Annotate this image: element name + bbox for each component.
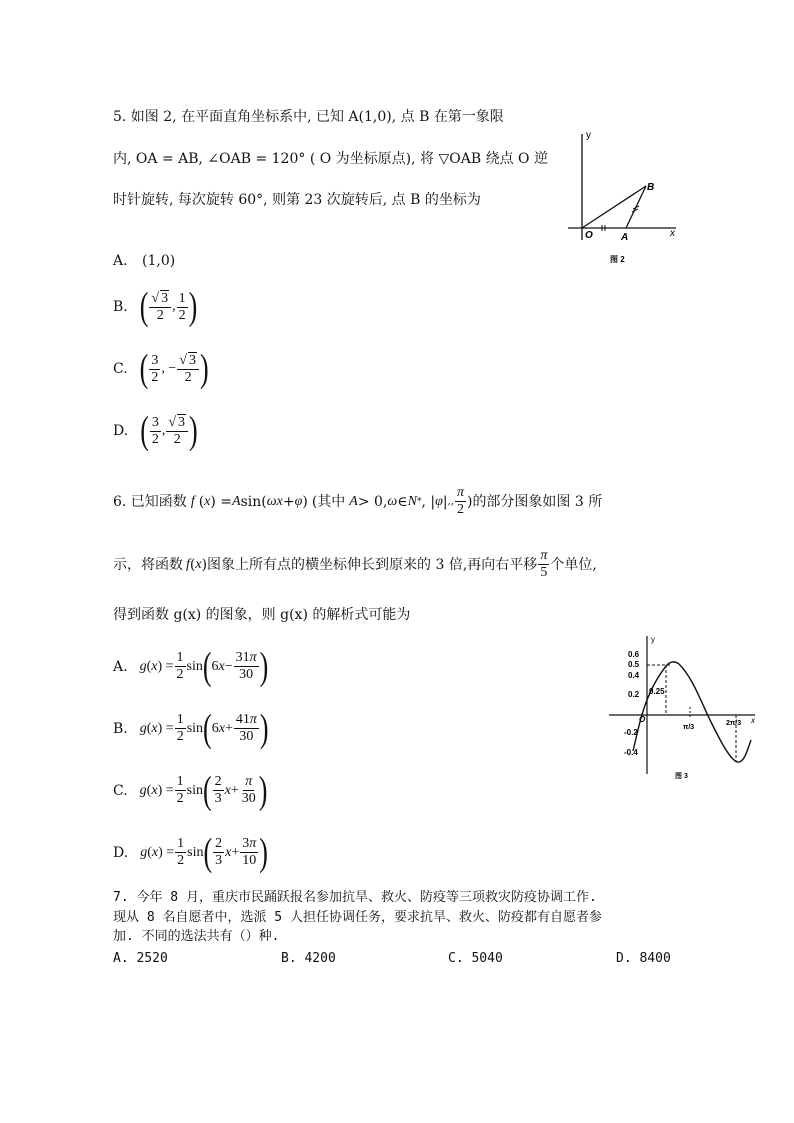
- q6-option-d-label: D.: [113, 844, 129, 861]
- q5-option-b: [113, 284, 198, 328]
- q5-line-1: 5. 如图 2, 在平面直角坐标系中, 已知 A(1,0), 点 B 在第一象限: [113, 109, 504, 125]
- q6-option-a-expr: g ( x ) = $\frac{1}{2}$ sin ( 6 x − $\frac{31\pi}{30}$ ): [139, 644, 269, 688]
- fig3-sine-curve: [633, 662, 751, 762]
- q5-line-2: 内, OA = AB, ∠OAB = 120° ( O 为坐标原点), 将 ▽OAB 绕点 O 逆: [113, 151, 548, 167]
- q5-option-c: [113, 346, 209, 390]
- q6-option-c: [113, 768, 268, 812]
- q6-line-1-b: (其中: [311, 493, 346, 510]
- q5-option-d: [113, 408, 198, 452]
- fig3-tick-04: 0.4: [628, 671, 640, 680]
- fig3-tick-neg04: -0.4: [624, 748, 638, 757]
- q6-option-b: [113, 706, 269, 750]
- q6-line-1-c: 的部分图象如图 3 所: [472, 493, 603, 510]
- q6-option-c-label: C.: [113, 782, 128, 799]
- q6-function-def: f: [190, 493, 195, 509]
- q5-option-a-label: A.: [113, 253, 128, 269]
- fig3-tick-05: 0.5: [628, 660, 640, 669]
- fig3-tick-neg02: -0.2: [624, 728, 638, 737]
- q5-option-b-label: B.: [113, 299, 128, 315]
- fig3-tick-025: 0.25: [649, 687, 665, 696]
- q7-option-a: A. 2520: [113, 951, 168, 966]
- q6-option-a: [113, 644, 269, 688]
- q6-line-2-b: 图象上所有点的横坐标伸长到原来的 3 倍,再向右平移: [207, 556, 538, 573]
- q5-option-b-expr: ( $\frac{√ 3}{2}$ , $\frac{1}{2}$ ): [139, 284, 198, 328]
- q6-line-3: 得到函数 g(x) 的图象，则 g(x) 的解析式可能为: [113, 607, 411, 623]
- figure-3: [605, 634, 765, 782]
- q6-option-b-label: B.: [113, 720, 128, 737]
- q5-option-a-value: (1,0): [142, 253, 176, 269]
- q6-option-a-label: A.: [113, 658, 128, 675]
- figure-2: [560, 128, 690, 268]
- q7-line-1: 7. 今年 8 月，重庆市民踊跃报名参加抗旱、救火、防疫等三项救灾防疫协调工作.: [113, 890, 597, 905]
- fig3-tick-pi3: π/3: [683, 724, 695, 731]
- q7-line-2: 现从 8 名自愿者中，选派 5 人担任协调任务，要求抗旱、救火、防疫都有自愿者参: [113, 910, 602, 925]
- q5-option-c-expr: ( $\frac{3}{2}$ , − $\frac{√ 3}{2}$ ): [139, 346, 209, 390]
- fig3-tick-06: 0.6: [628, 650, 640, 659]
- q5-option-d-expr: ( $\frac{3}{2}$ , $\frac{√ 3}{2}$ ): [140, 408, 198, 452]
- q5-option-d-label: D.: [113, 423, 129, 439]
- q5-option-c-label: C.: [113, 361, 128, 377]
- q5-line-3: 时针旋转, 每次旋转 60°, 则第 23 次旋转后, 点 B 的坐标为: [113, 192, 481, 208]
- fig3-tick-02: 0.2: [628, 690, 640, 699]
- fig3-label-x: x: [751, 716, 755, 725]
- fig2-label-a: A: [621, 232, 629, 243]
- q7-line-3: 加. 不同的选法共有（）种.: [113, 929, 280, 944]
- fig3-tick-2pi3: 2π/3: [726, 720, 742, 727]
- fig3-caption: 图 3: [675, 773, 688, 780]
- q6-line-1: 6. 已知函数 f ( x ) = A sin( ωx + φ ) (其中 A > 0, ω ∈ N * , | φ | ,, $\frac{\pi}{2}$ ) 的部分图象如图 3 所: [113, 485, 603, 517]
- q6-line-2-a: 示，将函数: [113, 556, 183, 573]
- fig2-caption: 图 2: [610, 255, 625, 264]
- fig2-label-y: y: [586, 130, 591, 141]
- fig3-origin: O: [639, 715, 646, 724]
- q7-option-b: B. 4200: [281, 951, 336, 966]
- q7-option-d: D. 8400: [616, 951, 671, 966]
- q6-line-1-a: 6. 已知函数: [113, 493, 187, 510]
- fig3-label-y: y: [651, 635, 655, 644]
- q5-option-a: [113, 253, 175, 269]
- q6-line-2-c: 个单位,: [550, 556, 597, 573]
- q7-option-c: C. 5040: [448, 951, 503, 966]
- q6-option-d: [113, 830, 268, 874]
- fig2-label-b: B: [647, 182, 655, 193]
- fig2-label-o: O: [585, 230, 593, 241]
- q6-line-2: 示，将函数 f ( x ) 图象上所有点的横坐标伸长到原来的 3 倍,再向右平移 $\frac{\pi}{5}$ 个单位,: [113, 548, 597, 580]
- q6-option-d-expr: g ( x ) = $\frac{1}{2}$ sin ( $\frac{2}{3}$ x + $\frac{3\pi}{10}$ ): [140, 830, 268, 874]
- q6-option-b-expr: g ( x ) = $\frac{1}{2}$ sin ( 6 x + $\frac{41\pi}{30}$ ): [139, 706, 269, 750]
- fig2-label-x: x: [670, 228, 675, 239]
- q6-option-c-expr: g ( x ) = $\frac{1}{2}$ sin ( $\frac{2}{3}$ x + $\frac{\pi}{30}$ ): [139, 768, 268, 812]
